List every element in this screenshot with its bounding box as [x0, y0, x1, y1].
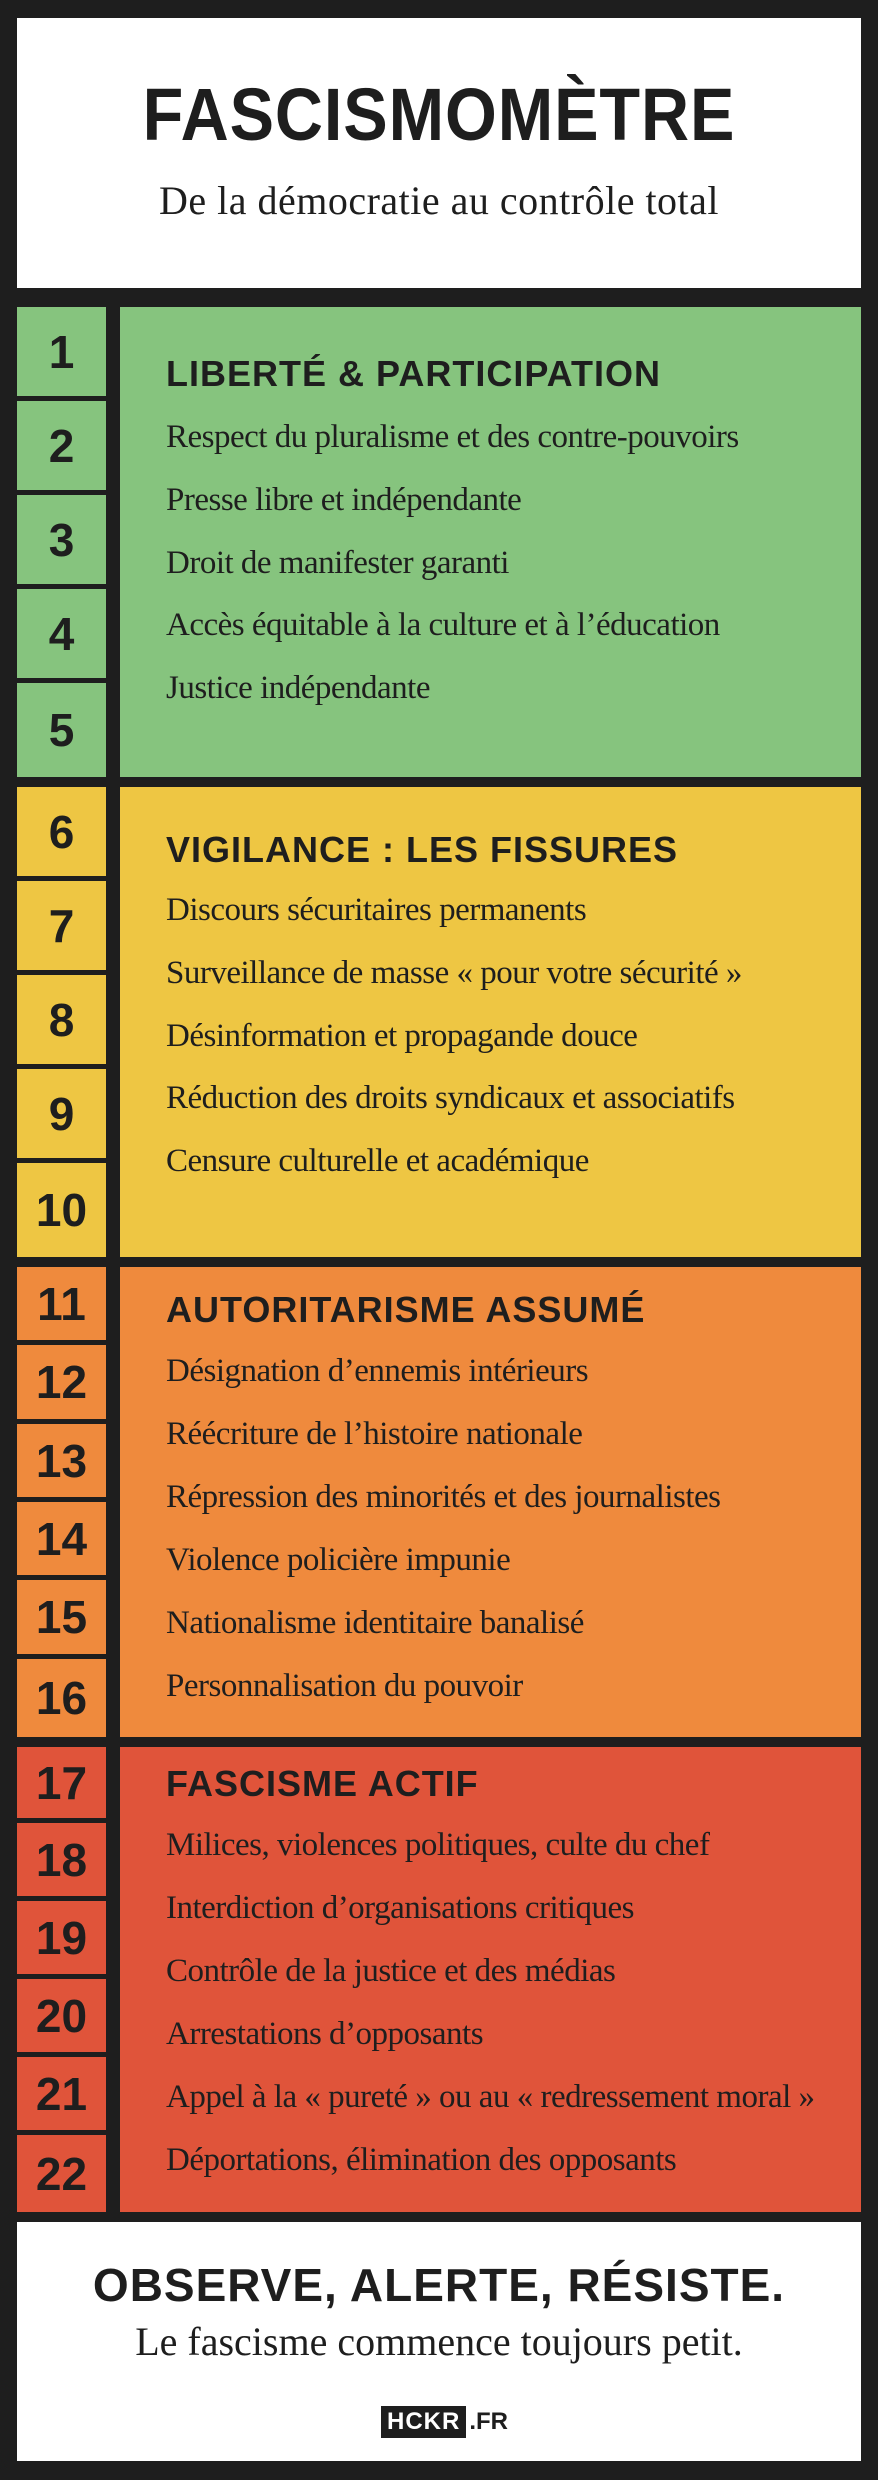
section-item: Personnalisation du pouvoir	[166, 1668, 523, 1704]
level-number: 14	[17, 1502, 106, 1580]
section-fascisme-actif	[17, 1747, 861, 2212]
level-number: 11	[17, 1267, 106, 1345]
section-item: Censure culturelle et académique	[166, 1143, 589, 1179]
level-number: 15	[17, 1580, 106, 1659]
level-numbers	[17, 307, 106, 777]
level-numbers	[17, 787, 106, 1257]
section-item: Interdiction d’organisations critiques	[166, 1890, 634, 1926]
poster	[17, 18, 861, 2461]
footer-tagline: Le fascisme commence toujours petit.	[135, 2319, 743, 2364]
section-item: Répression des minorités et des journalistes	[166, 1479, 721, 1515]
header	[17, 18, 861, 288]
number-divider	[106, 1267, 120, 1737]
level-number: 22	[35, 2147, 88, 2200]
poster-subtitle: De la démocratie au contrôle total	[158, 178, 720, 223]
logo-mark: HCKR	[381, 2406, 466, 2438]
section-panel	[120, 307, 861, 777]
section-item: Réduction des droits syndicaux et associatifs	[166, 1080, 735, 1116]
level-number: 13	[17, 1424, 106, 1502]
level-number: 7	[17, 881, 106, 975]
section-item: Réécriture de l’histoire nationale	[166, 1416, 583, 1452]
section-panel	[120, 1747, 861, 2212]
section-item: Presse libre et indépendante	[166, 482, 522, 518]
section-item: Droit de manifester garanti	[166, 545, 509, 581]
section-item: Milices, violences politiques, culte du chef	[166, 1827, 710, 1863]
section-item: Respect du pluralisme et des contre-pouvoirs	[166, 419, 739, 455]
section-liberte	[17, 307, 861, 777]
section-vigilance	[17, 787, 861, 1257]
level-number: 5	[48, 704, 75, 756]
logo-domain: .FR	[469, 2408, 508, 2435]
level-number: 18	[17, 1823, 106, 1901]
section-item: Appel à la « pureté » ou au « redressement moral »	[166, 2079, 815, 2115]
section-title: VIGILANCE : LES FISSURES	[166, 829, 679, 870]
level-number: 2	[17, 401, 106, 495]
footer	[17, 2222, 861, 2461]
level-number: 12	[17, 1345, 106, 1424]
level-number: 1	[17, 307, 106, 401]
level-number: 6	[17, 787, 106, 881]
level-number: 4	[17, 589, 106, 683]
number-divider	[106, 307, 120, 777]
level-number: 16	[35, 1672, 88, 1724]
footer-slogan: OBSERVE, ALERTE, RÉSISTE.	[92, 2259, 786, 2311]
section-item: Discours sécuritaires permanents	[166, 892, 587, 928]
level-number: 3	[17, 495, 106, 589]
section-item: Désinformation et propagande douce	[166, 1018, 638, 1054]
level-number: 19	[17, 1901, 106, 1979]
section-item: Violence policière impunie	[166, 1542, 511, 1578]
level-number: 21	[17, 2057, 106, 2135]
section-panel	[120, 1267, 861, 1737]
number-divider	[106, 1747, 120, 2212]
section-item: Accès équitable à la culture et à l’éducation	[166, 607, 720, 643]
section-title: LIBERTÉ & PARTICIPATION	[166, 353, 661, 394]
level-numbers	[17, 1747, 106, 2212]
section-title: AUTORITARISME ASSUMÉ	[166, 1289, 646, 1330]
level-numbers	[17, 1267, 106, 1737]
poster-title: FASCISMOMÈTRE	[142, 73, 736, 156]
number-divider	[106, 787, 120, 1257]
section-item: Arrestations d’opposants	[166, 2016, 484, 2052]
section-item: Déportations, élimination des opposants	[166, 2142, 677, 2178]
level-number: 17	[17, 1747, 106, 1823]
section-item: Justice indépendante	[166, 670, 430, 706]
section-item: Nationalisme identitaire banalisé	[166, 1605, 584, 1641]
level-number: 20	[17, 1979, 106, 2057]
section-item: Désignation d’ennemis intérieurs	[166, 1353, 589, 1389]
level-number: 9	[17, 1069, 106, 1163]
section-autoritarisme	[17, 1267, 861, 1737]
hckr-logo	[381, 2402, 508, 2442]
section-item: Contrôle de la justice et des médias	[166, 1953, 616, 1989]
level-number: 10	[35, 1184, 88, 1236]
section-title: FASCISME ACTIF	[166, 1763, 479, 1804]
level-number: 8	[17, 975, 106, 1069]
section-panel	[120, 787, 861, 1257]
section-item: Surveillance de masse « pour votre sécurité »	[166, 955, 742, 991]
